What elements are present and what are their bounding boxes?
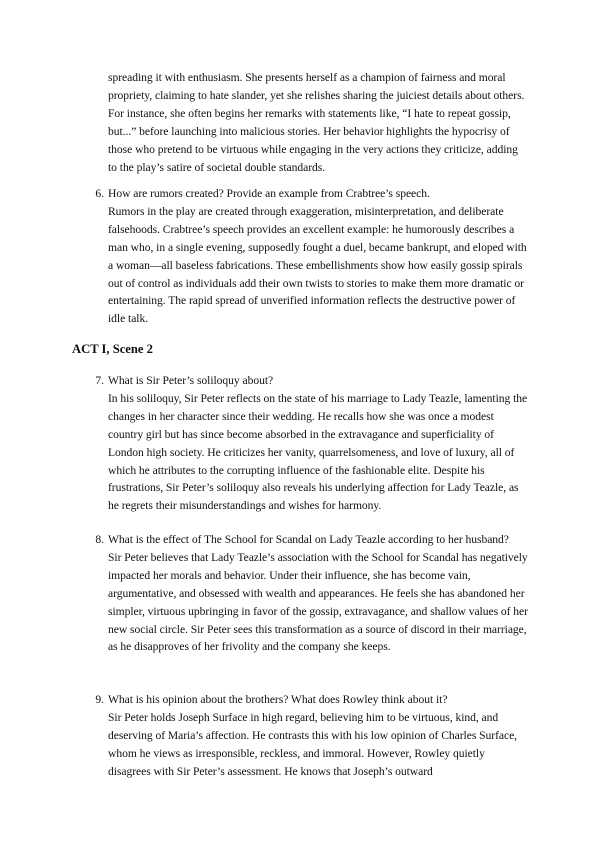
answer-text: Rumors in the play are created through exaggeration, misinterpretation, and deliberate falsehoods. Crabtree’s speech provides an excellent example: he humorously describes a man who, in a single evening, supposedly fought a duel, became bankrupt, and eloped with a woman—all baseless fabrications. These embellishments show how easily gossip spirals out of control as individuals add their own twists to stories to make them more dramatic or entertaining. The rapid spread of unverified information reflects the destructive power of idle talk.	[108, 204, 527, 326]
section-heading: ACT I, Scene 2	[72, 342, 153, 356]
question-number: 6.	[95, 187, 104, 200]
question-item-7	[95, 372, 528, 515]
question-text: How are rumors created? Provide an example from Crabtree’s speech.	[108, 187, 430, 200]
answer-text: Sir Peter believes that Lady Teazle’s association with the School for Scandal has negatively impacted her morals and behavior. Under their influence, she has become vain, argumentative, and obsessed with wealth and appearances. He feels she has abandoned her simpler, virtuous upbringing in favor of the gossip, extravagance, and shallow values of her new social circle. Sir Peter sees this transformation as a source of discord in their marriage, as he disapproves of her frivolity and the company she keeps.	[108, 550, 528, 654]
question-number: 9.	[95, 693, 104, 706]
question-item-6	[95, 185, 528, 328]
question-text: What is the effect of The School for Scandal on Lady Teazle according to her husband?	[108, 533, 509, 546]
question-item-8	[95, 531, 528, 656]
continuation-paragraph: spreading it with enthusiasm. She presents herself as a champion of fairness and moral propriety, claiming to hate slander, yet she relishes sharing the juiciest details about others. For instance, she often begins her remarks with statements like, “I hate to repeat gossip, but...” before launching into malicious stories. Her behavior highlights the hypocrisy of those who pretend to be virtuous while engaging in the very actions they criticize, adding to the play’s satire of societal double standards.	[108, 71, 525, 174]
question-text: What is his opinion about the brothers? What does Rowley think about it?	[108, 693, 448, 706]
question-number: 7.	[95, 374, 104, 387]
question-number: 8.	[95, 533, 104, 546]
question-text: What is Sir Peter’s soliloquy about?	[108, 374, 274, 387]
answer-text: Sir Peter holds Joseph Surface in high regard, believing him to be virtuous, kind, and deserving of Maria’s affection. He contrasts this with his low opinion of Charles Surface, whom he views as irresponsible, reckless, and immoral. However, Rowley quietly disagrees with Sir Peter’s assessment. He knows that Joseph’s outward	[108, 710, 518, 778]
question-item-9	[95, 691, 528, 781]
answer-text: In his soliloquy, Sir Peter reflects on the state of his marriage to Lady Teazle, lamenting the changes in her character since their wedding. He recalls how she was once a modest country girl but has since become absorbed in the extravagance and superficiality of London high society. He criticizes her vanity, quarrelsomeness, and love of luxury, all of which he attributes to the corrupting influence of the fashionable elite. Despite his frustrations, Sir Peter’s soliloquy also reveals his underlying affection for Lady Teazle, as he regrets their misunderstandings and wishes for harmony.	[108, 391, 528, 513]
